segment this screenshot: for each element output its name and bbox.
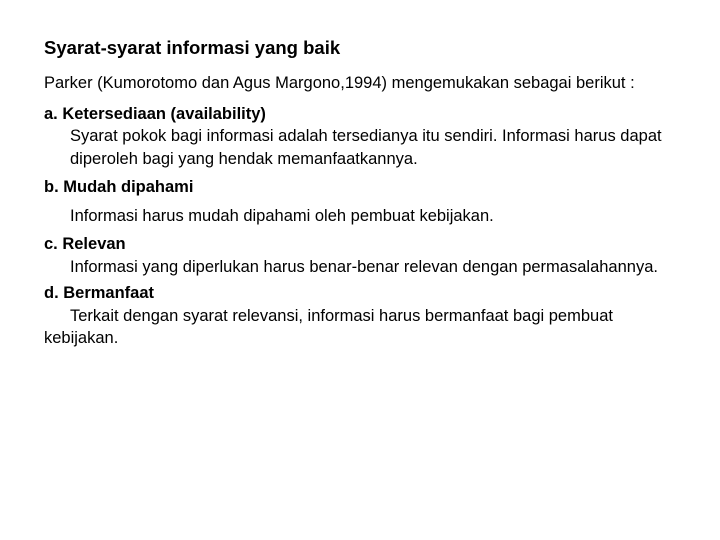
item-heading: d. Bermanfaat <box>44 284 155 302</box>
item-text: Informasi yang diperlukan harus benar-benar relevan dengan permasalahannya. <box>70 257 658 276</box>
item-heading: a. Ketersediaan (availability) <box>44 104 266 123</box>
item-text: Syarat pokok bagi informasi adalah tersedianya itu sendiri. Informasi harus dapat diperoleh bagi yang hendak memanfaatkannya. <box>70 127 662 168</box>
item-heading: c. Relevan <box>44 235 126 253</box>
slide-title: Syarat-syarat informasi yang baik <box>44 37 341 58</box>
item-heading: b. Mudah dipahami <box>44 178 194 196</box>
slide-content <box>44 36 684 354</box>
item-text: Terkait dengan syarat relevansi, informasi harus bermanfaat bagi pembuat kebijakan. <box>44 306 613 347</box>
intro-paragraph: Parker (Kumorotomo dan Agus Margono,1994) mengemukakan sebagai berikut : <box>44 74 635 92</box>
list-item-availability <box>44 103 684 171</box>
item-text: Informasi harus mudah dipahami oleh pembuat kebijakan. <box>70 206 494 225</box>
list-item-easy-to-understand <box>44 176 684 227</box>
list-item-relevant <box>44 233 684 278</box>
list-item-useful <box>44 282 684 350</box>
